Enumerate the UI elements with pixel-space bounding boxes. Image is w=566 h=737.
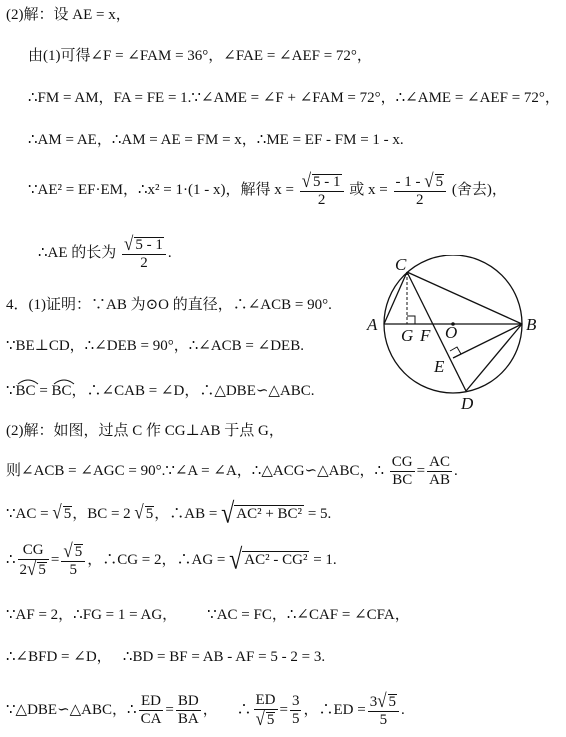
arc-bc: BC <box>15 383 36 399</box>
q4-line-3: ∵ BC = BC，∴∠CAB = ∠D，∴△DBE∽△ABC. <box>6 382 315 400</box>
label-d: D <box>461 394 474 413</box>
segment-cb <box>407 272 522 324</box>
q4-line-2: ∵BE⊥CD，∴∠DEB = 90°，∴∠ACB = ∠DEB. <box>6 338 304 354</box>
label-o: O <box>445 323 458 342</box>
q4-line-7: ∴ $\frac{CG}{2√ 5}$ = $\frac{√ 5}{5}$ ，∴CG = 2，∴AG = √ AC² - CG² = 1. <box>6 539 337 580</box>
solution-line-1: (2)解：设 AE = x， <box>6 7 131 23</box>
segment-be <box>453 324 522 358</box>
q4-line-5: 则∠ACB = ∠AGC = 90°.∵∠A = ∠A，∴△ACG∽△ABC，∴ $\frac{CG}{BC}$ = $\frac{AC}{AB}$ . <box>6 454 458 489</box>
fraction-bd-ba: $\frac{BD}{BA}$ <box>177 693 199 728</box>
solution-line-3: ∴FM = AM，FA = FE = 1.∵∠AME = ∠F + ∠FAM = 72°，∴∠AME = ∠AEF = 72°， <box>28 90 560 106</box>
right-angle-e <box>450 347 461 354</box>
equation-text: (舍去)， <box>451 182 507 198</box>
q4-line-4: (2)解：如图，过点 C 作 CG⊥AB 于点 G， <box>6 423 284 439</box>
solution-line-2: 由(1)可得∠F = ∠FAM = 36°，∠FAE = ∠AEF = 72°， <box>28 48 372 64</box>
right-angle-g <box>407 316 415 324</box>
solution-line-4: ∴AM = AE，∴AM = AE = FM = x，∴ME = EF - FM = 1 - x. <box>28 132 404 148</box>
equation-text: ∵AE² = EF·EM，∴x² = 1·(1 - x)，解得 x = <box>28 182 294 198</box>
fraction-root-minus-one: $\frac{√ 5 - 1}{2}$ <box>300 172 344 209</box>
fraction-3-5: $\frac{3}{5}$ <box>291 693 300 728</box>
solution-line-6: ∴AE 的长为 $\frac{√ 5 - 1}{2}$ . <box>38 232 172 272</box>
solution-line-5 <box>28 170 507 210</box>
q4-line-1: 4．(1)证明：∵AB 为⊙O 的直径，∴∠ACB = 90°. <box>6 297 332 313</box>
q4-line-6: ∵AC = √ 5，BC = 2 √ 5，∴AB = √ AC² + BC² = 5. <box>6 498 332 530</box>
label-c: C <box>395 255 407 274</box>
fraction-ae-length: $\frac{√ 5 - 1}{2}$ <box>122 235 166 272</box>
q4-line-10: ∵△DBE∽△ABC，∴ $\frac{ED}{CA}$ = $\frac{BD}{BA}$ ， ∴ $\frac{ED}{√ 5}$ = $\frac{3}{5}$ ，∴ED = $\frac{3√ 5}{5}$ . <box>6 689 405 730</box>
arc-mark <box>52 377 76 385</box>
fraction-3root5-5: $\frac{3√ 5}{5}$ <box>368 692 399 729</box>
label-g: G <box>401 326 414 345</box>
label-e: E <box>434 357 445 376</box>
fraction-ed-ca: $\frac{ED}{CA}$ <box>140 693 162 728</box>
fraction-ac-ab: $\frac{AC}{AB}$ <box>429 454 450 489</box>
arc-mark <box>16 377 40 385</box>
fraction-cg-bc: $\frac{CG}{BC}$ <box>391 454 413 489</box>
arc-bc: BC <box>51 383 72 399</box>
label-f: F <box>420 326 431 345</box>
segment-ac <box>384 272 407 324</box>
fraction-neg-one-minus-root: $\frac{- 1 - √ 5}{2}$ <box>394 172 447 209</box>
label-a: A <box>367 315 378 334</box>
fraction-cg-2root5: $\frac{CG}{2√ 5}$ <box>18 542 49 579</box>
fraction-ed-root5: $\frac{ED}{√ 5}$ <box>255 692 276 730</box>
fraction-root5-5: $\frac{√ 5}{5}$ <box>61 542 85 579</box>
equation-text: 或 x = <box>349 182 388 198</box>
q4-line-8: ∵AF = 2，∴FG = 1 = AG， ∵AC = FC，∴∠CAF = ∠CFA， <box>6 607 410 623</box>
label-b: B <box>526 315 537 334</box>
circle-figure <box>365 255 545 415</box>
q4-line-9: ∴∠BFD = ∠D， ∴BD = BF = AB - AF = 5 - 2 = 3. <box>6 649 326 665</box>
